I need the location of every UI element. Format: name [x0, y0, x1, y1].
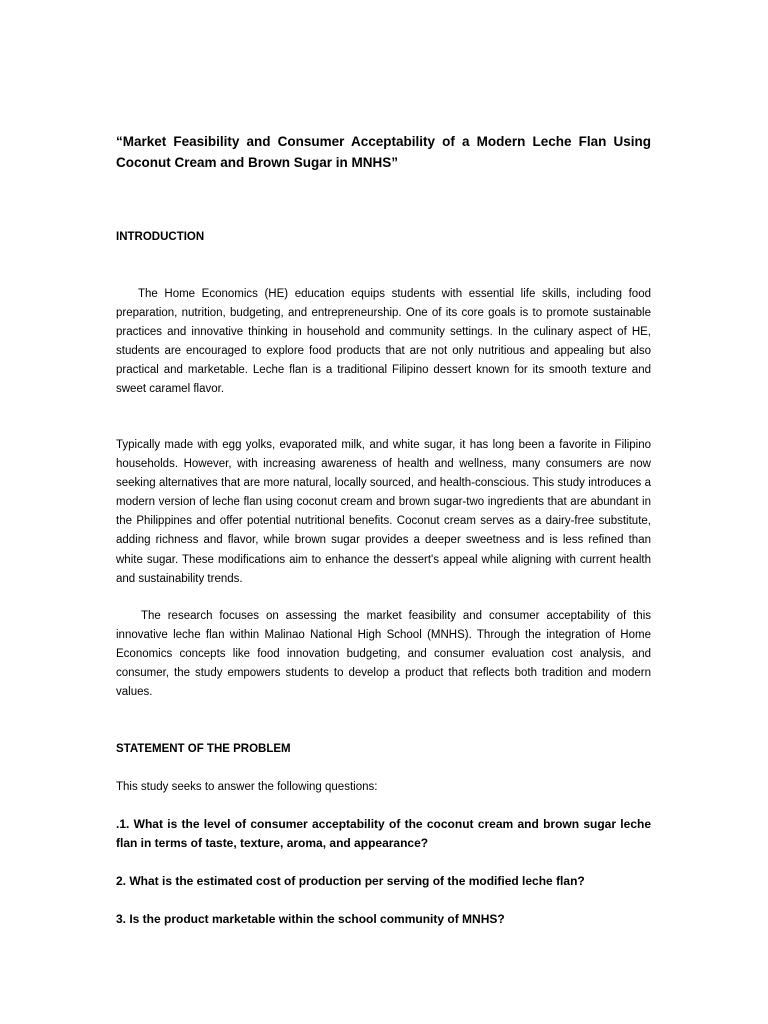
problem-heading: STATEMENT OF THE PROBLEM: [116, 743, 291, 755]
question-3: 3. Is the product marketable within the school community of MNHS?: [116, 912, 505, 926]
introduction-heading: INTRODUCTION: [116, 231, 205, 243]
document-title: “Market Feasibility and Consumer Acceptability of a Modern Leche Flan Using Coconut Cream and Brown Sugar in MNHS”: [116, 134, 651, 170]
question-1: .1. What is the level of consumer acceptability of the coconut cream and brown sugar leche flan in terms of taste, texture, aroma, and appearance?: [116, 817, 651, 850]
problem-intro: This study seeks to answer the following questions:: [116, 781, 378, 793]
introduction-paragraph-2: Typically made with egg yolks, evaporated milk, and white sugar, it has long been a favorite in Filipino households. However, with increasing awareness of health and wellness, many consumers are now seeking alternatives that are more natural, locally sourced, and health-conscious. This study introduces a modern version of leche flan using coconut cream and brown sugar-two ingredients that are abundant in the Philippines and offer potential nutritional benefits. Coconut cream serves as a dairy-free substitute, adding richness and flavor, while brown sugar provides a deeper sweetness and is less refined than white sugar. These modifications aim to enhance the dessert's appeal while aligning with current health and sustainability trends.: [116, 439, 651, 585]
introduction-paragraph-1: The Home Economics (HE) education equips students with essential life skills, including food preparation, nutrition, budgeting, and entrepreneurship. One of its core goals is to promote sustainable practices and innovative thinking in household and community settings. In the culinary aspect of HE, students are encouraged to explore food products that are not only nutritious and appealing but also practical and marketable. Leche flan is a traditional Filipino dessert known for its smooth texture and sweet caramel flavor.: [116, 288, 651, 396]
introduction-paragraph-3: The research focuses on assessing the market feasibility and consumer acceptability of this innovative leche flan within Malinao National High School (MNHS). Through the integration of Home Economics concepts like food innovation budgeting, and consumer evaluation cost analysis, and consumer, the study empowers students to develop a product that reflects both tradition and modern values.: [116, 610, 651, 699]
question-2: 2. What is the estimated cost of production per serving of the modified leche flan?: [116, 874, 585, 888]
